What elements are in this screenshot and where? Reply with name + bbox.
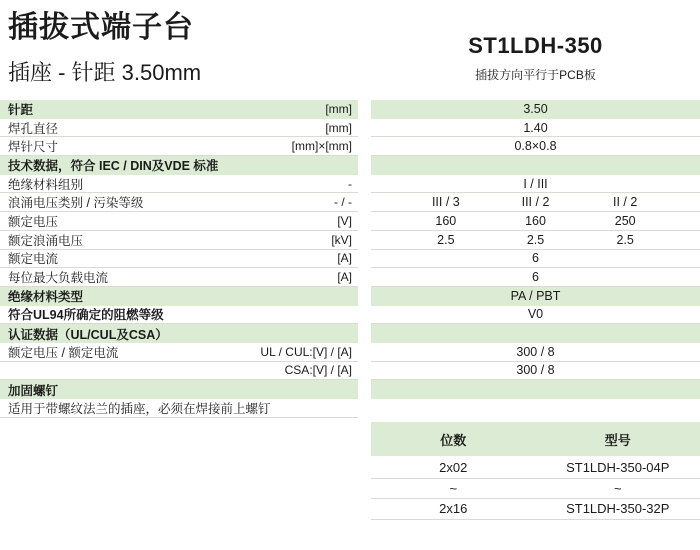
spec-label-cell [0, 231, 358, 250]
spec-value: 2.5 [526, 232, 545, 247]
spec-value-cell [371, 156, 700, 175]
order-header-model: 型号 [604, 432, 631, 448]
spec-value-cell [371, 193, 700, 212]
spec-value: 250 [614, 213, 636, 228]
spec-label-cell [0, 380, 358, 399]
spec-label: 浪涌电压类别 / 污染等级 [8, 196, 144, 211]
spec-value-cell [371, 268, 700, 287]
spec-label: 认证数据（UL/CUL及CSA） [8, 327, 168, 342]
spec-table [0, 100, 700, 418]
order-table-header [371, 422, 700, 456]
model-orientation-note: 插拔方向平行于PCB板 [475, 68, 596, 82]
spec-label: 额定浪涌电压 [8, 233, 84, 248]
spec-label: 加固螺钉 [8, 383, 59, 398]
order-row [371, 458, 700, 479]
spec-label-cell [0, 324, 358, 343]
spec-row [0, 212, 700, 231]
spec-label: 焊针尺寸 [8, 140, 59, 155]
spec-unit: [kV] [331, 232, 352, 247]
spec-label-cell [0, 137, 358, 156]
spec-value-cell [371, 362, 700, 381]
spec-label-cell [0, 156, 358, 175]
spec-unit: CSA:[V] / [A] [284, 363, 352, 378]
spec-value: 2.5 [616, 232, 634, 247]
spec-row [0, 250, 700, 269]
spec-unit: - [348, 176, 352, 191]
spec-label-cell [0, 306, 358, 325]
spec-value-cell [371, 119, 700, 138]
spec-value-cell [371, 212, 700, 231]
spec-unit: [A] [337, 251, 352, 266]
spec-value-cell [371, 287, 700, 306]
spec-value: II / 2 [613, 195, 638, 210]
model-number: ST1LDH-350 [468, 33, 603, 58]
spec-unit: [mm] [325, 102, 352, 117]
spec-value: I / III [523, 176, 548, 191]
spec-unit: UL / CUL:[V] / [A] [260, 344, 352, 359]
order-table [371, 422, 700, 520]
spec-unit: [mm]×[mm] [291, 139, 352, 154]
spec-unit: [mm] [325, 120, 352, 135]
spec-label-cell [0, 287, 358, 306]
order-cell: ~ [449, 480, 458, 496]
order-cell: 2x16 [439, 501, 468, 517]
order-cell: ST1LDH-350-04P [566, 460, 670, 476]
spec-unit: [V] [337, 213, 352, 228]
page-subtitle: 插座 - 针距 3.50mm [8, 60, 202, 85]
spec-label-cell [0, 399, 358, 418]
spec-label-cell [0, 175, 358, 194]
page-title: 插拔式端子台 [8, 11, 194, 44]
order-table-body [371, 458, 700, 520]
spec-label: 额定电压 [8, 214, 59, 229]
spec-label-cell [0, 362, 358, 381]
spec-value: 6 [532, 251, 539, 266]
spec-value-cell [371, 175, 700, 194]
spec-row [0, 100, 700, 119]
order-cell: ST1LDH-350-32P [566, 501, 670, 517]
order-cell: 2x02 [439, 460, 468, 476]
spec-label-cell [0, 212, 358, 231]
spec-value: 160 [525, 213, 546, 228]
spec-row [0, 343, 700, 362]
spec-row [0, 175, 700, 194]
spec-row [0, 362, 700, 381]
spec-value: 300 / 8 [516, 363, 555, 378]
spec-value-cell [371, 306, 700, 325]
spec-row [0, 231, 700, 250]
spec-row [0, 193, 700, 212]
spec-row [0, 156, 700, 175]
spec-row [0, 306, 700, 325]
spec-unit: [A] [337, 270, 352, 285]
model-header [371, 33, 700, 83]
spec-label-cell [0, 193, 358, 212]
spec-value-cell [371, 100, 700, 119]
spec-label-cell [0, 119, 358, 138]
spec-value: 0.8×0.8 [514, 139, 557, 154]
order-row [371, 479, 700, 500]
spec-row [0, 287, 700, 306]
spec-label: 额定电流 [8, 252, 59, 267]
spec-label-cell [0, 250, 358, 269]
spec-value: 3.50 [523, 102, 548, 117]
spec-label: 绝缘材料组别 [8, 177, 84, 192]
spec-row [0, 119, 700, 138]
spec-value: III / 3 [431, 195, 460, 210]
spec-label: 额定电压 / 额定电流 [8, 345, 119, 360]
spec-value-cell [371, 137, 700, 156]
spec-label: 适用于带螺纹法兰的插座，必须在焊接前上螺钉 [8, 401, 271, 416]
spec-value-cell [371, 380, 700, 399]
spec-row [0, 399, 700, 418]
spec-row [0, 380, 700, 399]
spec-value-cell [371, 250, 700, 269]
spec-value-cell [371, 324, 700, 343]
spec-value: 2.5 [437, 232, 455, 247]
spec-label: 绝缘材料类型 [8, 290, 84, 305]
spec-value: III / 2 [521, 195, 550, 210]
spec-label: 符合UL94所确定的阻燃等级 [8, 308, 164, 323]
order-cell: ~ [613, 480, 622, 496]
spec-label: 焊孔直径 [8, 121, 59, 136]
spec-label-cell [0, 343, 358, 362]
spec-label: 技术数据，符合 IEC / DIN及VDE 标准 [8, 159, 219, 174]
spec-row [0, 268, 700, 287]
spec-value: 300 / 8 [516, 344, 555, 359]
spec-label-cell [0, 100, 358, 119]
order-row [371, 499, 700, 520]
spec-value-cell [371, 343, 700, 362]
spec-value: 160 [435, 213, 457, 228]
spec-value: V0 [527, 307, 544, 322]
order-header-positions: 位数 [440, 432, 467, 448]
spec-label: 每位最大负载电流 [8, 271, 109, 286]
spec-row [0, 324, 700, 343]
spec-row [0, 137, 700, 156]
spec-value-cell [371, 231, 700, 250]
spec-value: PA / PBT [510, 289, 561, 304]
spec-label-cell [0, 268, 358, 287]
spec-value: 6 [532, 270, 539, 285]
spec-label: 针距 [8, 103, 34, 118]
spec-value: 1.40 [523, 120, 548, 135]
spec-unit: - / - [334, 195, 352, 210]
